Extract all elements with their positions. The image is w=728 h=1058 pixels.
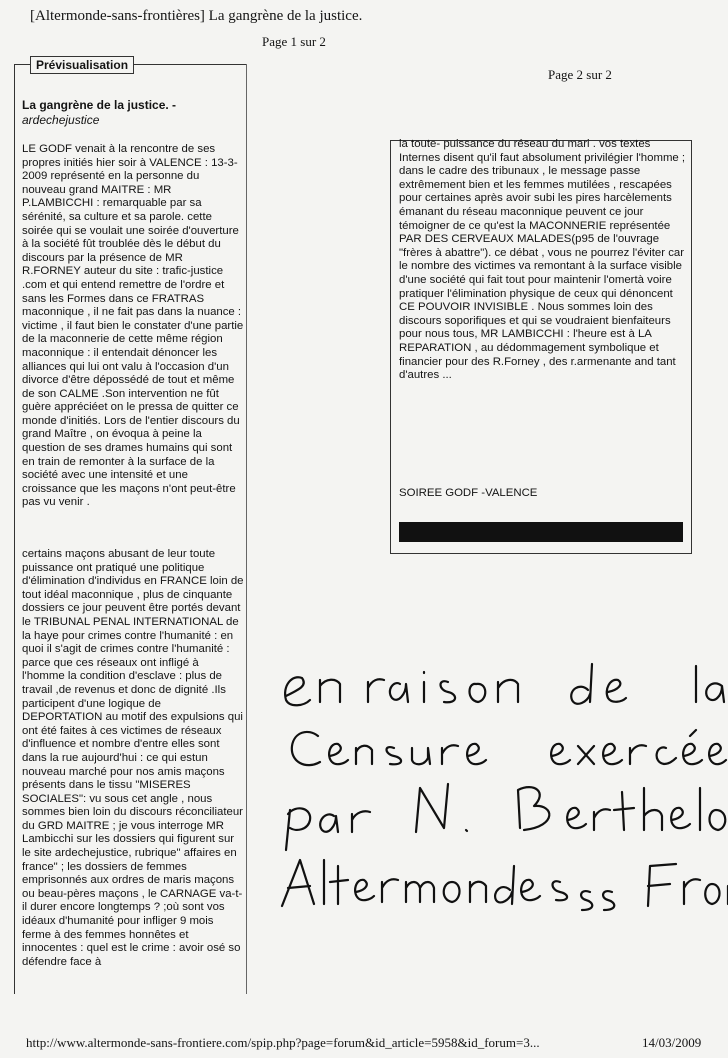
page-number-1: Page 1 sur 2 (262, 34, 326, 49)
article-paragraph-1: LE GODF venait à la rencontre de ses propres initiés hier soir à VALENCE : 13-3-2009 représenté en la personne du nouveau grand MAITRE : MR P.LAMBICCHI : remarquable par sa sérénité, sa culture et sa parole. cette soirée qui se voulait une soirée d'ouverture à la société fût troublée dès le début du discours par la présence de MR R.FORNEY auteur du site : trafic-justice .com et qui entend remettre de l'ordre et sans les Formes dans ce FRATRAS maconnique , il ne fait pas dans la nuance : victime , il faut bien le constater d'une partie de la maconnerie de cette même région maconnique : il entendait dénoncer les alliances qui lui ont valu à l'occasion d'un divorce d'être dépossédé de tout et même de son CALME .Son intervention ne fût guère appréciéet on le pressa de quitter ce monde d'initiés. Lors de l'entier discours du grand Maître , on évoqua à peine la question de ses drames humains qui sont en train de remonter à la surface de la société avec une intensité et une croissance que les maçons n'ont peut-être pas vu venir . (22, 143, 244, 509)
redaction-bar (399, 522, 683, 542)
article-title: La gangrène de la justice. - (22, 98, 177, 112)
preview-frame-left (14, 64, 15, 994)
column-divider (246, 64, 247, 994)
article-signoff: SOIREE GODF -VALENCE (399, 487, 538, 499)
article-paragraph-2: certains maçons abusant de leur toute puissance ont pratiqué une politique d'élimination d'individus en FRANCE loin de tout idéal maconnique , plus de cinquante dossiers ce jour peuvent être portés devant le TRIBUNAL PENAL INTERNATIONAL de la haye pour crimes contre l'humanité : en quoi il s'agit de crimes contre l'humanité : parce que ces réseaux ont infligé à l'homme la condition d'esclave : plus de travail ,de revenus et donc de dignité .Ils participent d'une logique de DEPORTATION au motif des expulsions qui ont été faites à ces victimes de réseaux d'influence et nombre d'entre elles sont dans la rue aujourd'hui : ce qui estun nouveau marché pour nos amis maçons présents dans le tissu "MISERES SOCIALES": vu sous cet angle , nous sommes bien loin du discours réconciliateur du GRD MAITRE ; je vous interroge MR Lambicchi sur les dossiers qui figurent sur le site ardechejustice, rubrique" affaires en france" ; les dossiers de femmes emprisonnés aux ordres de maris maçons ou beau-pères maçons , le CARNAGE va-t-il durer encore longtemps ? ;où sont vos idéaux d'humanité pour infliger 9 mois ferme à des femmes honnêtes et innocentes : quel est le crime : avoir osé so défendre face à (22, 548, 244, 968)
article-paragraph-3: la toute- puissance du réseau du mari . vos textes Internes disent qu'il faut absolument privilégier l'homme ; dans le cadre des tribunaux , le message passe extrêmement bien et les femmes mutilées , rescapées pour certaines après avoir subi les pires harcèlements émanant du réseau maconnique peuvent ce jour témoigner de ce qu'est la MACONNERIE représentée PAR DES CERVEAUX MALADES(p95 de l'ouvrage "frères à abattre"). ce débat , vous ne pourrez l'éviter car le nombre des victimes va remontant à la surface visible d'une société qui fait tout pour maintenir l'omertà voire pratiquer l'élimination physique de ceux qui dénoncent CE POUVOIR INVISIBLE . Nous sommes loin des discours soporifiques et qui se voudraient bienfaiteurs pour nous tous, MR LAMBICCHI : l'heure est à LA REPARATION , au dédommagement symbolique et financier pour des R.Forney , des r.armenante and tant d'autres ... (399, 138, 686, 382)
article-author: ardechejustice (22, 113, 100, 127)
footer-url: http://www.altermonde-sans-frontiere.com/spip.php?page=forum&id_article=5958&id_forum=3... (26, 1035, 540, 1050)
handwritten-annotation (272, 660, 728, 950)
page-2-text-box (390, 140, 692, 554)
preview-tab-label: Prévisualisation (30, 56, 134, 74)
document-header-title: [Altermonde-sans-frontières] La gangrène de la justice. (30, 8, 363, 24)
page-number-2: Page 2 sur 2 (548, 67, 612, 82)
footer-date: 14/03/2009 (642, 1035, 702, 1050)
